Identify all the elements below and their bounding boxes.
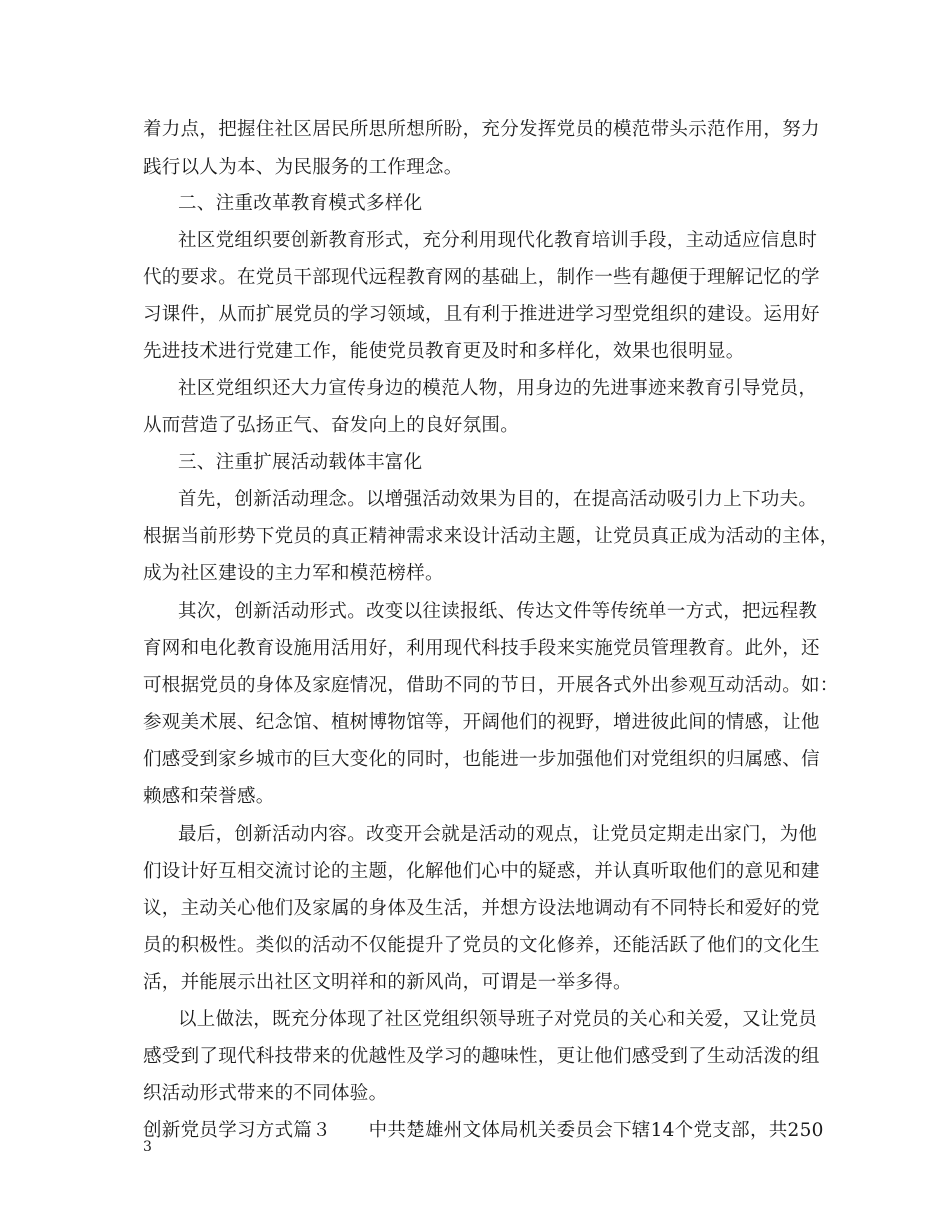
section-heading: 三、注重扩展活动载体丰富化 — [178, 452, 423, 473]
text-line: 根据当前形势下党员的真正精神需求来设计活动主题，让党员真正成为活动的主体， — [143, 526, 839, 547]
text-line: 最后，创新活动内容。改变开会就是活动的观点，让党员定期走出家门，为他 — [178, 824, 818, 845]
text-line: 先进技术进行党建工作，能使党员教育更及时和多样化，效果也很明显。 — [143, 341, 745, 362]
text-line: 社区党组织还大力宣传身边的模范人物，用身边的先进事迹来教育引导党员， — [178, 378, 818, 399]
text-line: 活，并能展示出社区文明祥和的新风尚，可谓是一举多得。 — [143, 972, 632, 993]
text-line: 以上做法，既充分体现了社区党组织领导班子对党员的关心和关爱，又让党员 — [178, 1009, 818, 1030]
text-line: 代的要求。在党员干部现代远程教育网的基础上，制作一些有趣便于理解记忆的学 — [143, 267, 820, 288]
text-line: 们设计好互相交流讨论的主题，化解他们心中的疑惑，并认真听取他们的意见和建 — [143, 861, 820, 882]
text-line: 习课件，从而扩展党员的学习领域，且有利于推进进学习型党组织的建设。运用好 — [143, 304, 820, 325]
text-line: 首先，创新活动理念。以增强活动效果为目的，在提高活动吸引力上下功夫。 — [178, 489, 818, 510]
page-number: 3 — [143, 1139, 152, 1155]
text-line: 践行以人为本、为民服务的工作理念。 — [143, 157, 463, 178]
text-line: 们感受到家乡城市的巨大变化的同时，也能进一步加强他们对党组织的归属感、信 — [143, 749, 820, 770]
text-line: 成为社区建设的主力军和模范榜样。 — [143, 563, 444, 584]
text-line: 其次，创新活动形式。改变以往读报纸、传达文件等传统单一方式，把远程教 — [178, 601, 818, 622]
text-line: 感受到了现代科技带来的优越性及学习的趣味性，更让他们感受到了生动活泼的组 — [143, 1046, 820, 1067]
text-line: 着力点，把握住社区居民所思所想所盼，充分发挥党员的模范带头示范作用，努力 — [143, 119, 820, 140]
text-line: 议，主动关心他们及家属的身体及生活，并想方设法地调动有不同特长和爱好的党 — [143, 898, 820, 919]
section-heading: 二、注重改革教育模式多样化 — [178, 193, 423, 214]
text-line: 赖感和荣誉感。 — [143, 786, 275, 807]
text-line: 创新党员学习方式篇３ 中共楚雄州文体局机关委员会下辖14个党支部，共250 — [143, 1120, 824, 1141]
text-line: 社区党组织要创新教育形式，充分利用现代化教育培训手段，主动适应信息时 — [178, 230, 818, 251]
text-line: 员的积极性。类似的活动不仅能提升了党员的文化修养，还能活跃了他们的文化生 — [143, 935, 820, 956]
text-line: 参观美术展、纪念馆、植树博物馆等，开阔他们的视野，增进彼此间的情感，让他 — [143, 712, 820, 733]
text-line: 可根据党员的身体及家庭情况，借助不同的节日，开展各式外出参观互动活动。如： — [143, 675, 839, 696]
text-line: 织活动形式带来的不同体验。 — [143, 1083, 388, 1104]
text-line: 从而营造了弘扬正气、奋发向上的良好氛围。 — [143, 415, 520, 436]
text-line: 育网和电化教育设施用活用好，利用现代科技手段来实施党员管理教育。此外，还 — [143, 638, 820, 659]
